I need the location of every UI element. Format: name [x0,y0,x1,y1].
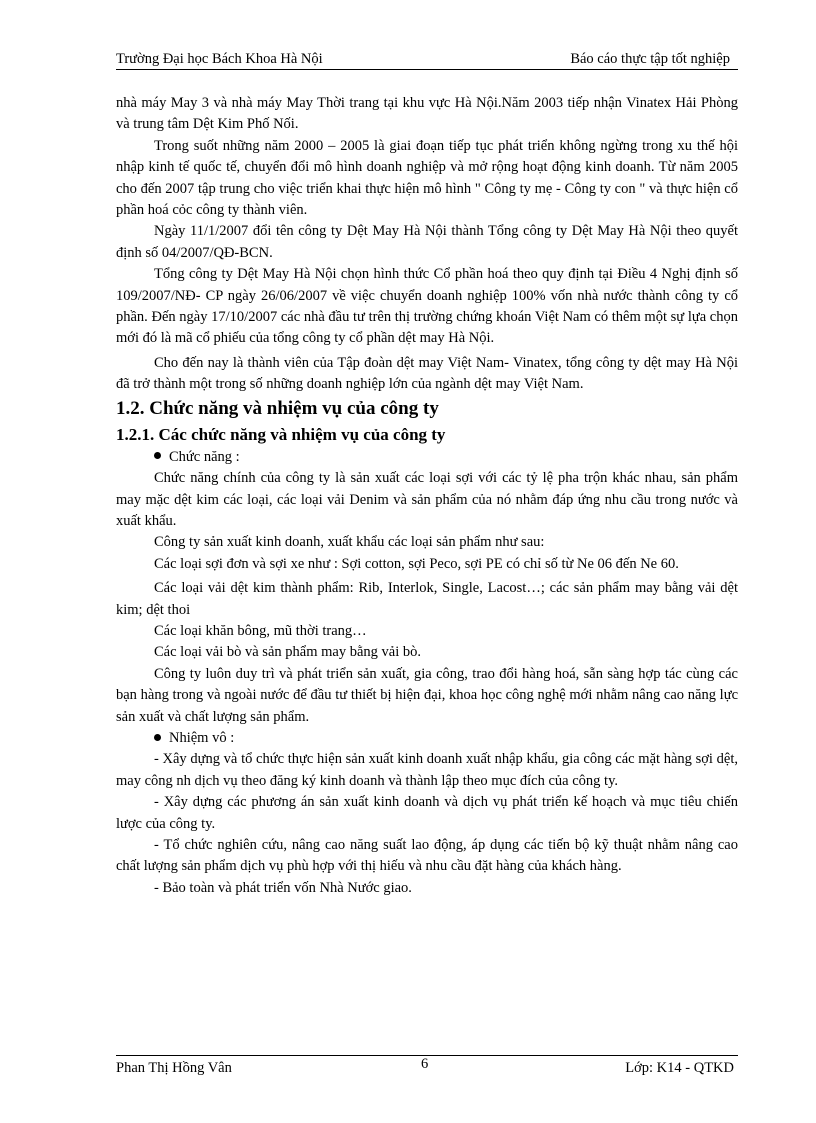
section-heading: 1.2. Chức năng và nhiệm vụ của công ty [116,397,439,419]
paragraph-12: Công ty luôn duy trì và phát triển sản xuất, gia công, trao đổi hàng hoá, sẵn sàng hợp tác cùng các bạn hàng trong và ngoài nước để đầu tư thiết bị hiện đại, khoa học công nghệ mới nhằm nâng cao năng lực sản xuất và chất lượng sản phẩm. [116,665,738,725]
header-report-title: Báo cáo thực tập tốt nghiệp [570,51,730,67]
paragraph-4: Tổng công ty Dệt May Hà Nội chọn hình thức Cổ phần hoá theo quy định tại Điều 4 Nghị định số 109/2007/NĐ- CP ngày 26/06/2007 về việc chuyển doanh nghiệp 100% vốn nhà nước thành công ty cổ phần. Đến ngày 17/10/2007 các nhà đầu tư trên thị trường chứng khoán Việt Nam có thêm một sự lựa chọn mới đó là mã cổ phiếu của tổng công ty cổ phần dệt may Hà Nội. [116,266,738,347]
header-school: Trường Đại học Bách Khoa Hà Nội [116,51,323,67]
page-footer [116,1056,738,1077]
page-number: 6 [421,1056,429,1072]
footer-author: Phan Thị Hồng Vân [116,1060,232,1076]
bullet-functions-label: Chức năng : [169,448,240,465]
subsection-heading: 1.2.1. Các chức năng và nhiệm vụ của công ty [116,424,446,444]
paragraph-6: Chức năng chính của công ty là sản xuất các loại sợi với các tỷ lệ pha trộn khác nhau, sản phẩm may mặc dệt kim các loại, các loại vải Denim và sản phẩm của nó nhằm đáp ứng nhu cầu trong nước và xuất khẩu. [116,470,738,529]
page-header [116,50,738,68]
paragraph-1: nhà máy May 3 và nhà máy May Thời trang tại khu vực Hà Nội.Năm 2003 tiếp nhận Vinatex Hải Phòng và trung tâm Dệt Kim Phố Nối. [116,95,738,133]
bullet-duties-label: Nhiệm vô : [169,729,235,746]
paragraph-15: - Tổ chức nghiên cứu, nâng cao năng suất lao động, áp dụng các tiến bộ kỹ thuật nhằm nâng cao chất lượng sản phẩm dịch vụ phù hợp với thị hiếu và nhu cầu đặt hàng của khách hàng. [116,837,738,875]
bullet-duties [116,728,738,749]
footer-class: Lớp: K14 - QTKD [625,1060,734,1076]
header-divider [116,69,738,70]
paragraph-16: - Bảo toàn và phát triển vốn Nhà Nước giao. [154,879,412,896]
paragraph-5: Cho đến nay là thành viên của Tập đoàn dệt may Việt Nam- Vinatex, tổng công ty dệt may Hà Nội đã trở thành một trong số những doanh nghiệp lớn của ngành dệt may Việt Nam. [116,354,738,393]
bullet-icon [154,728,169,749]
paragraph-2: Trong suốt những năm 2000 – 2005 là giai đoạn tiếp tục phát triển không ngừng trong xu thế hội nhập kinh tế quốc tế, chuyển đổi mô hình doanh nghiệp và mở rộng hoạt động kinh doanh. Từ năm 2005 cho đến 2007 tập trung cho việc triển khai thực hiện mô hình " Công ty mẹ - Công ty con " và thực hiện cổ phần hoá cỏc công ty thành viên. [116,137,738,219]
paragraph-10: Các loại khăn bông, mũ thời trang… [154,622,367,639]
bullet-functions [116,447,738,468]
paragraph-7: Công ty sản xuất kinh doanh, xuất khẩu các loại sản phẩm như sau: [154,534,545,551]
paragraph-11: Các loại vải bò và sản phẩm may bằng vải bò. [154,644,421,661]
paragraph-13: - Xây dựng và tổ chức thực hiện sản xuất kinh doanh xuất nhập khẩu, gia công các mặt hàng sợi dệt, may công nh dịch vụ theo đăng ký kinh doanh và thành lập theo mục đích của công ty. [116,751,738,789]
page-body [116,93,738,899]
paragraph-9: Các loại vải dệt kim thành phẩm: Rib, Interlok, Single, Lacost…; các sản phẩm may bằng vải dệt kim; dệt thoi [116,580,738,618]
paragraph-8: Các loại sợi đơn và sợi xe như : Sợi cotton, sợi Peco, sợi PE có chỉ số từ Ne 06 đến Ne 60. [154,555,679,572]
paragraph-3: Ngày 11/1/2007 đổi tên công ty Dệt May Hà Nội thành Tổng công ty Dệt May Hà Nội theo quyết định số 04/2007/QĐ-BCN. [116,223,738,261]
paragraph-14: - Xây dựng các phương án sản xuất kinh doanh và dịch vụ phát triển kế hoạch và mục tiêu chiến lược của công ty. [116,794,738,832]
bullet-icon [154,447,169,468]
